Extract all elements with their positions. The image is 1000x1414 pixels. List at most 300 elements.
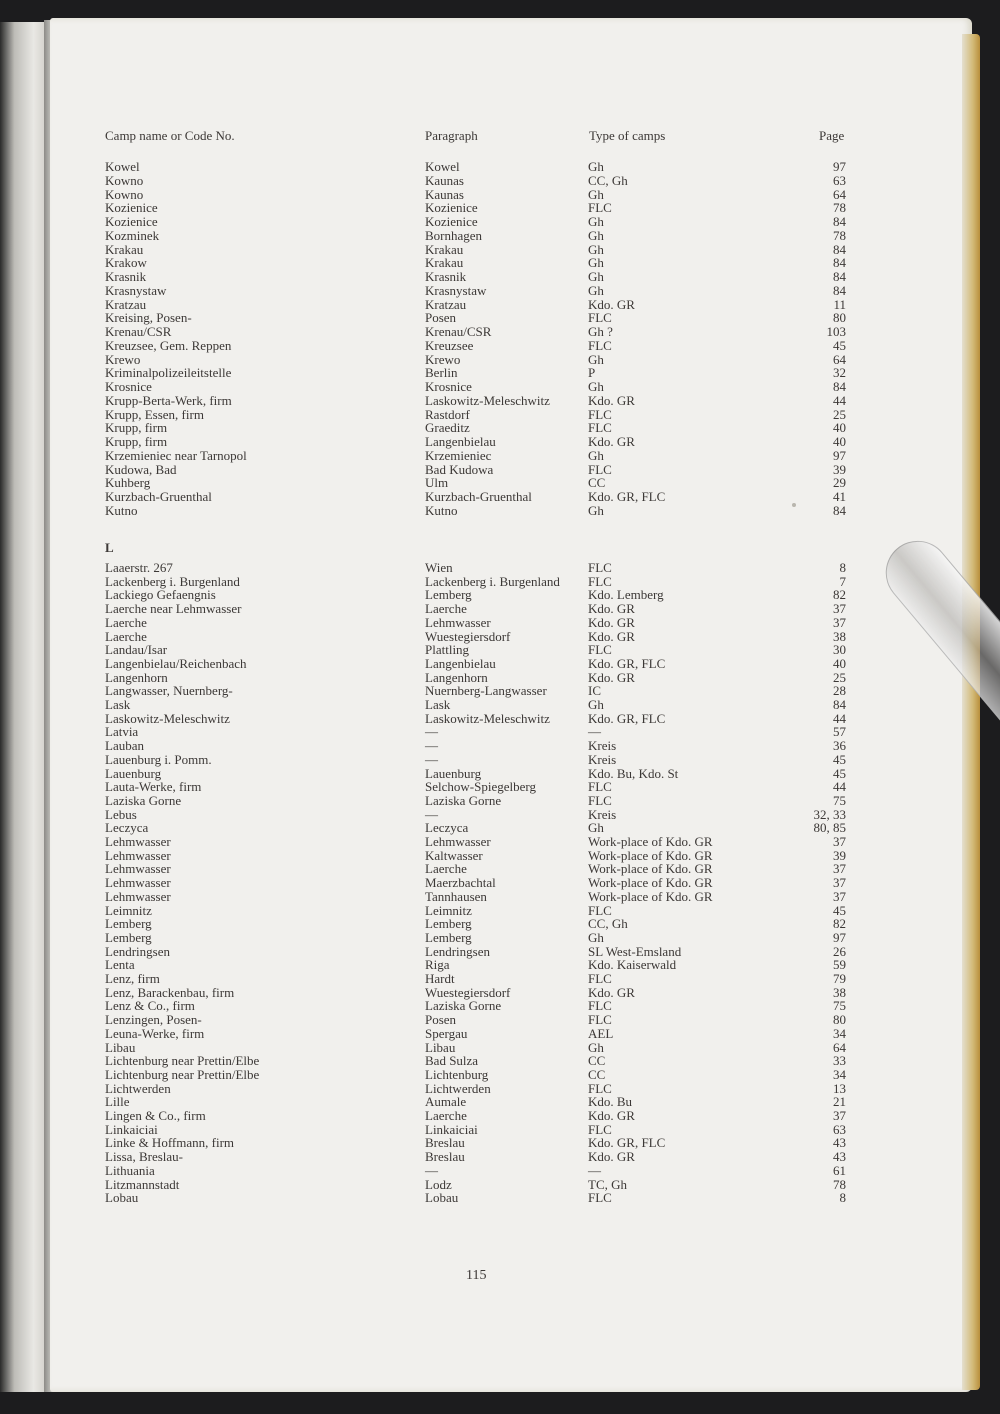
paragraph-cell: Aumale	[425, 1094, 467, 1110]
paragraph-cell: Kaunas	[425, 172, 464, 188]
camp-name-cell: Latvia	[105, 724, 139, 740]
camp-name-cell: Kuhberg	[105, 475, 151, 491]
paragraph-cell: Plattling	[425, 642, 470, 658]
camp-type-cell: Kdo. Kaiserwald	[588, 957, 677, 973]
paragraph-cell: Krasnik	[425, 269, 467, 284]
paragraph-cell: Langenbielau	[425, 434, 496, 449]
camp-type-cell: Gh	[588, 186, 604, 202]
table-row	[0, 1027, 1000, 1041]
paragraph-cell: Nuernberg-Langwasser	[425, 683, 547, 699]
camp-name-cell: Krzemieniec near Tarnopol	[105, 447, 247, 463]
camp-type-cell: FLC	[588, 998, 612, 1014]
camp-name-cell: Langwasser, Nuernberg-	[105, 683, 233, 699]
paragraph-cell: Selchow-Spiegelberg	[425, 779, 536, 795]
page-cell: 37	[833, 861, 846, 877]
page-cell: 80	[833, 310, 846, 326]
table-row	[0, 808, 1000, 822]
camp-type-cell: Gh	[588, 351, 604, 367]
page-cell: 39	[833, 461, 846, 477]
camp-type-cell: FLC	[588, 406, 612, 422]
page-cell: 25	[833, 669, 846, 685]
page-cell: 43	[833, 1135, 846, 1151]
page-cell: 78	[833, 1176, 846, 1192]
paragraph-cell: Kaltwasser	[425, 847, 483, 863]
camp-type-cell: Kdo. GR	[588, 1149, 635, 1165]
table-row	[0, 972, 1000, 986]
camp-name-cell: Langenbielau/Reichenbach	[105, 655, 247, 671]
page-cell: 30	[833, 642, 846, 658]
camp-name-cell: Lobau	[105, 1190, 139, 1206]
camp-name-cell: Lingen & Co., firm	[105, 1108, 206, 1123]
camp-name-cell: Leczyca	[105, 820, 149, 836]
table-row	[0, 160, 1000, 174]
camp-name-cell: Lehmwasser	[105, 834, 171, 849]
camp-name-cell: Landau/Isar	[105, 642, 168, 658]
page-cell: 7	[839, 573, 846, 589]
page-cell: 13	[833, 1080, 846, 1096]
page-cell: 97	[833, 159, 846, 174]
paragraph-cell: Laerche	[425, 601, 467, 617]
camp-type-cell: Gh	[588, 255, 604, 271]
paragraph-cell: Krasnystaw	[425, 282, 487, 298]
camp-name-cell: Krupp, Essen, firm	[105, 406, 204, 422]
paragraph-cell: —	[425, 806, 438, 822]
page-cell: 45	[833, 751, 846, 767]
camp-type-cell: Work-place of Kdo. GR	[588, 847, 713, 863]
camp-name-cell: Krupp, firm	[105, 420, 168, 436]
camp-name-cell: Krasnik	[105, 269, 147, 284]
paragraph-cell: Breslau	[425, 1135, 465, 1151]
page-cell: 84	[833, 282, 846, 298]
page-cell: 45	[833, 337, 846, 353]
camp-name-cell: Krasnystaw	[105, 282, 167, 298]
camp-type-cell: CC, Gh	[588, 172, 628, 188]
camp-type-cell: Work-place of Kdo. GR	[588, 834, 713, 849]
table-row	[0, 835, 1000, 849]
camp-type-cell: Gh	[588, 447, 604, 463]
camp-name-cell: Laaerstr. 267	[105, 560, 173, 575]
paragraph-cell: Posen	[425, 1012, 457, 1028]
camp-type-cell: CC	[588, 1053, 606, 1069]
camp-type-cell: Kdo. GR	[588, 296, 635, 312]
page-cell: 21	[833, 1094, 846, 1110]
camp-name-cell: Linke & Hoffmann, firm	[105, 1135, 235, 1151]
table-row	[0, 490, 1000, 504]
paragraph-cell: Ulm	[425, 475, 449, 491]
page-cell: 38	[833, 628, 846, 644]
paragraph-cell: Lendringsen	[425, 943, 490, 959]
table-row	[0, 243, 1000, 257]
camp-type-cell: Kdo. GR	[588, 614, 635, 630]
paragraph-cell: Bornhagen	[425, 227, 483, 243]
paragraph-cell: —	[425, 751, 438, 767]
camp-type-cell: FLC	[588, 200, 612, 216]
camp-name-cell: Krupp-Berta-Werk, firm	[105, 392, 232, 408]
paragraph-cell: Laskowitz-Meleschwitz	[425, 392, 550, 408]
page-cell: 45	[833, 902, 846, 918]
header-type-of-camps: Type of camps	[589, 128, 666, 143]
camp-type-cell: Kreis	[588, 738, 617, 754]
paragraph-cell: Hardt	[425, 971, 455, 986]
camp-type-cell: FLC	[588, 1012, 612, 1028]
camp-type-cell: Gh	[588, 282, 604, 298]
camp-type-cell: FLC	[588, 1190, 612, 1206]
camp-type-cell: Kdo. Lemberg	[588, 587, 664, 603]
camp-name-cell: Lenzingen, Posen-	[105, 1012, 202, 1028]
table-row	[0, 739, 1000, 753]
page-cell: 64	[833, 1039, 846, 1055]
page-cell: 82	[833, 916, 846, 932]
camp-name-cell: Lille	[105, 1094, 130, 1110]
camp-name-cell: Lithuania	[105, 1162, 155, 1178]
camp-name-cell: Krosnice	[105, 379, 152, 394]
camp-type-cell: FLC	[588, 337, 612, 353]
paragraph-cell: Kurzbach-Gruenthal	[425, 489, 532, 504]
page-cell: 37	[833, 1108, 846, 1123]
table-row	[0, 753, 1000, 767]
camp-type-cell: Kdo. GR	[588, 628, 635, 644]
page-cell: 63	[833, 1121, 846, 1137]
camp-type-cell: AEL	[588, 1025, 614, 1041]
camp-type-cell: Kdo. GR	[588, 984, 635, 1000]
paragraph-cell: Langenbielau	[425, 655, 496, 671]
paragraph-cell: Lobau	[425, 1190, 459, 1206]
table-row	[0, 698, 1000, 712]
paragraph-cell: Bad Sulza	[425, 1053, 479, 1069]
paragraph-cell: Leczyca	[425, 820, 469, 836]
paper-speck	[792, 503, 796, 507]
table-row	[0, 215, 1000, 229]
camp-name-cell: Lichtwerden	[105, 1080, 171, 1096]
camp-name-cell: Langenhorn	[105, 669, 168, 685]
camp-name-cell: Kriminalpolizeileitstelle	[105, 365, 232, 381]
page-cell: 32	[833, 365, 846, 381]
camp-name-cell: Lask	[105, 697, 131, 712]
camp-type-cell: FLC	[588, 779, 612, 795]
camp-name-cell: Lauenburg	[105, 765, 162, 781]
camp-name-cell: Litzmannstadt	[105, 1176, 180, 1192]
paragraph-cell: —	[425, 1162, 438, 1178]
paragraph-cell: Krewo	[425, 351, 461, 367]
camp-type-cell: Kdo. GR, FLC	[588, 710, 666, 726]
camp-type-cell: Kdo. GR	[588, 669, 635, 685]
camp-type-cell: P	[588, 365, 596, 381]
page-cell: 8	[839, 1190, 846, 1206]
camp-name-cell: Laziska Gorne	[105, 792, 182, 808]
camp-name-cell: Lendringsen	[105, 943, 170, 959]
page-cell: 64	[833, 186, 846, 202]
table-row	[0, 1068, 1000, 1082]
paragraph-cell: Lemberg	[425, 916, 472, 932]
header-paragraph: Paragraph	[425, 128, 478, 143]
page-cell: 59	[833, 957, 846, 973]
table-row	[0, 1164, 1000, 1178]
table-row	[0, 449, 1000, 463]
camp-type-cell: Kdo. GR	[588, 434, 635, 449]
paragraph-cell: Lackenberg i. Burgenland	[425, 573, 560, 589]
camp-name-cell: Krewo	[105, 351, 141, 367]
section-letter: L	[105, 540, 114, 555]
camp-type-cell: Kreis	[588, 806, 617, 822]
table-row	[0, 945, 1000, 959]
camp-name-cell: Lichtenburg near Prettin/Elbe	[105, 1053, 260, 1069]
page-cell: 34	[833, 1025, 846, 1041]
page-cell: 8	[839, 560, 846, 575]
table-row	[0, 1191, 1000, 1205]
paragraph-cell: Wien	[425, 560, 453, 575]
paragraph-cell: Laziska Gorne	[425, 792, 502, 808]
paragraph-cell: Laerche	[425, 861, 467, 877]
page-cell: 63	[833, 172, 846, 188]
camp-type-cell: —	[588, 724, 601, 740]
paragraph-cell: Lichtenburg	[425, 1066, 489, 1082]
camp-type-cell: Kdo. GR, FLC	[588, 489, 666, 504]
camp-type-cell: FLC	[588, 420, 612, 436]
page-cell: 37	[833, 888, 846, 904]
page-cell: 38	[833, 984, 846, 1000]
camp-type-cell: Work-place of Kdo. GR	[588, 888, 713, 904]
camp-name-cell: Lissa, Breslau-	[105, 1149, 183, 1165]
table-row	[0, 463, 1000, 477]
camp-type-cell: IC	[588, 683, 601, 699]
page-cell: 11	[833, 296, 846, 312]
table-row	[0, 504, 1000, 518]
camp-type-cell: Gh	[588, 929, 604, 945]
paragraph-cell: Lemberg	[425, 929, 472, 945]
paragraph-cell: Lauenburg	[425, 765, 482, 781]
page-cell: 36	[833, 738, 846, 754]
camp-type-cell: FLC	[588, 971, 612, 986]
paragraph-cell: Graeditz	[425, 420, 470, 436]
camp-name-cell: Lemberg	[105, 929, 152, 945]
paragraph-cell: Lehmwasser	[425, 614, 491, 630]
camp-type-cell: —	[588, 1162, 601, 1178]
camp-type-cell: Work-place of Kdo. GR	[588, 861, 713, 877]
table-row	[0, 561, 1000, 575]
table-row	[0, 602, 1000, 616]
camp-name-cell: Kratzau	[105, 296, 147, 312]
camp-name-cell: Lauta-Werke, firm	[105, 779, 202, 795]
table-row	[0, 1109, 1000, 1123]
paragraph-cell: Kowel	[425, 159, 460, 174]
table-row	[0, 876, 1000, 890]
paragraph-cell: Bad Kudowa	[425, 461, 494, 477]
camp-name-cell: Laerche	[105, 614, 147, 630]
camp-name-cell: Lackiego Gefaengnis	[105, 587, 216, 603]
camp-name-cell: Laerche	[105, 628, 147, 644]
camp-type-cell: Gh	[588, 820, 604, 836]
camp-name-cell: Lauban	[105, 738, 144, 754]
camp-name-cell: Lenz, firm	[105, 971, 160, 986]
page-cell: 26	[833, 943, 846, 959]
paragraph-cell: Lichtwerden	[425, 1080, 491, 1096]
camp-type-cell: FLC	[588, 560, 612, 575]
table-row	[0, 339, 1000, 353]
page-cell: 84	[833, 241, 846, 257]
paragraph-cell: Lemberg	[425, 587, 472, 603]
camp-name-cell: Krakau	[105, 241, 144, 257]
table-row	[0, 616, 1000, 630]
page-number: 115	[466, 1268, 487, 1283]
camp-type-cell: Kdo. Bu, Kdo. St	[588, 765, 679, 781]
paragraph-cell: Kaunas	[425, 186, 464, 202]
camp-type-cell: Kdo. GR	[588, 601, 635, 617]
camp-type-cell: FLC	[588, 310, 612, 326]
camp-type-cell: FLC	[588, 573, 612, 589]
paragraph-cell: Berlin	[425, 365, 458, 381]
page-cell: 78	[833, 200, 846, 216]
camp-type-cell: Kdo. GR	[588, 1108, 635, 1123]
paragraph-cell: Laziska Gorne	[425, 998, 502, 1014]
camp-type-cell: Gh ?	[588, 324, 613, 339]
paragraph-cell: Krenau/CSR	[425, 324, 492, 339]
page-cell: 37	[833, 875, 846, 891]
table-row	[0, 684, 1000, 698]
page-cell: 84	[833, 697, 846, 712]
camp-name-cell: Lichtenburg near Prettin/Elbe	[105, 1066, 260, 1082]
camp-name-cell: Lauenburg i. Pomm.	[105, 751, 212, 767]
table-row	[0, 725, 1000, 739]
page-cell: 82	[833, 587, 846, 603]
camp-name-cell: Kreuzsee, Gem. Reppen	[105, 337, 232, 353]
camp-name-cell: Lenz & Co., firm	[105, 998, 195, 1014]
camp-name-cell: Kozminek	[105, 227, 160, 243]
camp-type-cell: FLC	[588, 642, 612, 658]
paragraph-cell: Krzemieniec	[425, 447, 492, 463]
page-cell: 29	[833, 475, 846, 491]
table-row	[0, 380, 1000, 394]
page-cell: 44	[833, 392, 846, 408]
camp-type-cell: FLC	[588, 902, 612, 918]
paragraph-cell: Lask	[425, 697, 451, 712]
table-row	[0, 256, 1000, 270]
camp-type-cell: Gh	[588, 1039, 604, 1055]
paragraph-cell: Maerzbachtal	[425, 875, 496, 891]
camp-type-cell: Kreis	[588, 751, 617, 767]
page-cell: 75	[833, 998, 846, 1014]
camp-name-cell: Lemberg	[105, 916, 152, 932]
camp-type-cell: FLC	[588, 1121, 612, 1137]
page-cell: 33	[833, 1053, 846, 1069]
page-cell: 39	[833, 847, 846, 863]
page-cell: 64	[833, 351, 846, 367]
page-cell: 44	[833, 710, 846, 726]
table-row	[0, 435, 1000, 449]
paragraph-cell: Lodz	[425, 1176, 452, 1192]
camp-type-cell: CC, Gh	[588, 916, 628, 932]
paragraph-cell: Rastdorf	[425, 406, 470, 422]
table-row	[0, 229, 1000, 243]
camp-type-cell: CC	[588, 1066, 606, 1082]
page-cell: 84	[833, 214, 846, 229]
table-row	[0, 1013, 1000, 1027]
page-cell: 34	[833, 1066, 846, 1082]
page-cell: 97	[833, 447, 846, 463]
paragraph-cell: Spergau	[425, 1025, 468, 1041]
table-row	[0, 270, 1000, 284]
table-row	[0, 325, 1000, 339]
paragraph-cell: Langenhorn	[425, 669, 488, 685]
paragraph-cell: Posen	[425, 310, 457, 326]
table-row	[0, 931, 1000, 945]
page-cell: 44	[833, 779, 846, 795]
page-cell: 25	[833, 406, 846, 422]
paragraph-cell: Kozienice	[425, 214, 478, 229]
camp-name-cell: Lackenberg i. Burgenland	[105, 573, 240, 589]
paragraph-cell: Wuestegiersdorf	[425, 984, 511, 1000]
page-cell: 80, 85	[813, 820, 846, 836]
camp-type-cell: FLC	[588, 792, 612, 808]
paragraph-cell: Riga	[425, 957, 450, 973]
paragraph-cell: Krosnice	[425, 379, 472, 394]
paragraph-cell: Wuestegiersdorf	[425, 628, 511, 644]
camp-name-cell: Kozienice	[105, 200, 158, 216]
camp-name-cell: Lehmwasser	[105, 861, 171, 877]
page-cell: 78	[833, 227, 846, 243]
camp-type-cell: Gh	[588, 379, 604, 394]
table-row	[0, 1082, 1000, 1096]
page-cell: 43	[833, 1149, 846, 1165]
camp-name-cell: Kurzbach-Gruenthal	[105, 489, 212, 504]
camp-type-cell: Gh	[588, 269, 604, 284]
camp-name-cell: Lenz, Barackenbau, firm	[105, 984, 235, 1000]
camp-name-cell: Libau	[105, 1039, 136, 1055]
camp-type-cell: Gh	[588, 502, 604, 518]
table-row	[0, 394, 1000, 408]
paragraph-cell: Libau	[425, 1039, 456, 1055]
page-cell: 37	[833, 614, 846, 630]
page-cell: 40	[833, 655, 846, 671]
camp-name-cell: Leuna-Werke, firm	[105, 1025, 205, 1041]
page-cell: 57	[833, 724, 846, 740]
camp-name-cell: Kutno	[105, 502, 138, 518]
table-row	[0, 712, 1000, 726]
table-row	[0, 794, 1000, 808]
camp-name-cell: Kreising, Posen-	[105, 310, 192, 326]
camp-name-cell: Laerche near Lehmwasser	[105, 601, 242, 617]
paragraph-cell: —	[425, 724, 438, 740]
page-cell: 37	[833, 834, 846, 849]
header-camp-name: Camp name or Code No.	[105, 128, 235, 143]
camp-type-cell: Kdo. GR, FLC	[588, 655, 666, 671]
page-cell: 40	[833, 420, 846, 436]
camp-name-cell: Kowno	[105, 172, 144, 188]
page-cell: 97	[833, 929, 846, 945]
table-row	[0, 174, 1000, 188]
page-cell: 45	[833, 765, 846, 781]
page-cell: 84	[833, 502, 846, 518]
paragraph-cell: Krakau	[425, 241, 464, 257]
camp-type-cell: Gh	[588, 227, 604, 243]
camp-name-cell: Krupp, firm	[105, 434, 168, 449]
camp-name-cell: Lebus	[105, 806, 137, 822]
camp-type-cell: SL West-Emsland	[588, 943, 682, 959]
paragraph-cell: Laskowitz-Meleschwitz	[425, 710, 550, 726]
camp-type-cell: FLC	[588, 461, 612, 477]
camp-type-cell: FLC	[588, 1080, 612, 1096]
table-row	[0, 1150, 1000, 1164]
camp-name-cell: Lehmwasser	[105, 847, 171, 863]
paragraph-cell: Kozienice	[425, 200, 478, 216]
camp-name-cell: Krenau/CSR	[105, 324, 172, 339]
camp-name-cell: Linkaiciai	[105, 1121, 158, 1137]
table-row	[0, 1178, 1000, 1192]
page-cell: 28	[833, 683, 846, 699]
page-cell: 84	[833, 255, 846, 271]
page-cell: 75	[833, 792, 846, 808]
paragraph-cell: Lehmwasser	[425, 834, 491, 849]
camp-name-cell: Kowno	[105, 186, 144, 202]
